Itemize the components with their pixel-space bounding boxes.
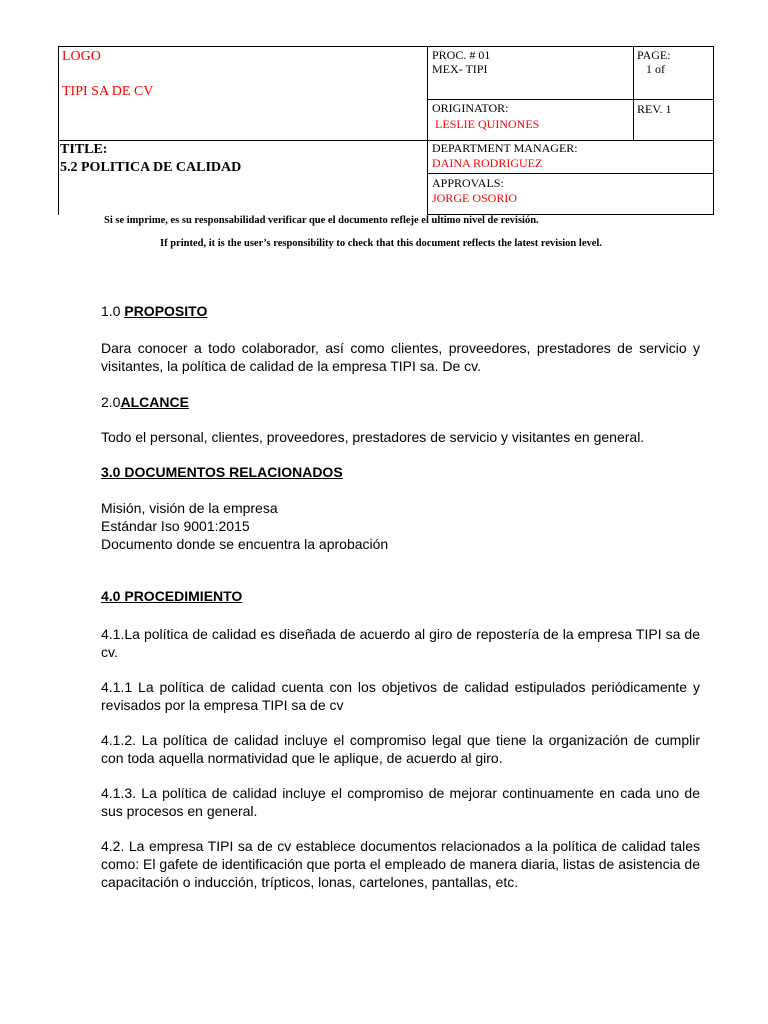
approvals-label: APPROVALS:	[432, 176, 504, 190]
table-divider-row3	[427, 173, 714, 174]
procedure-paragraph-4-2: 4.2. La empresa TIPI sa de cv establece documentos relacionados a la política de calidad tales como: El gafete de identificación que porta el empleado de manera diaria, listas de asistencia de capacitación o inducción, trípticos, lonas, cartelones, pantallas, etc.	[101, 838, 700, 890]
table-border-left	[58, 46, 59, 215]
company-name: TIPI SA DE CV	[62, 84, 154, 99]
procedure-paragraph-4-1-1: 4.1.1 La política de calidad cuenta con los objetivos de calidad estipulados periódicamente y revisados por la empresa TIPI sa de cv	[101, 679, 700, 713]
procedure-paragraph-4-1-2: 4.1.2. La política de calidad incluye el compromiso legal que tiene la organización de cumplir con toda aquella normatividad que le aplique, de acuerdo al giro.	[101, 732, 700, 766]
section-heading-documentos: 3.0 DOCUMENTOS RELACIONADOS	[101, 464, 343, 480]
dept-manager-label: DEPARTMENT MANAGER:	[432, 141, 578, 155]
originator-name: LESLIE QUINONES	[435, 117, 540, 131]
procedure-paragraph-4-1-3: 4.1.3. La política de calidad incluye el compromiso de mejorar continuamente en cada uno de sus procesos en general.	[101, 785, 700, 819]
procedure-paragraph-4-1: 4.1.La política de calidad es diseñada de acuerdo al giro de repostería de la empresa TIPI sa de cv.	[101, 626, 700, 660]
list-item: Documento donde se encuentra la aprobación	[101, 536, 389, 552]
title-label: TITLE:	[60, 142, 108, 157]
table-divider-right	[633, 46, 634, 141]
proc-value: MEX- TIPI	[432, 62, 488, 76]
page-value: 1 of	[646, 62, 665, 76]
table-divider-row1	[427, 99, 714, 100]
section-heading-procedimiento: 4.0 PROCEDIMIENTO	[101, 588, 243, 604]
list-item: Estándar Iso 9001:2015	[101, 518, 250, 534]
approvals-name: JORGE OSORIO	[432, 191, 518, 205]
print-notice-spanish: Si se imprime, es su responsabilidad verificar que el documento refleje el ultimo nivel de revisión.	[104, 215, 539, 226]
document-header-table	[58, 46, 714, 215]
section-heading-proposito	[101, 302, 207, 320]
revision-label: REV. 1	[637, 102, 672, 116]
list-item: Misión, visión de la empresa	[101, 500, 278, 516]
related-documents-list	[101, 499, 700, 553]
section-number: 2.0	[101, 394, 121, 410]
section-title: ALCANCE	[120, 394, 189, 410]
proc-label: PROC. # 01	[432, 48, 491, 62]
print-notice-english: If printed, it is the user’s responsibility to check that this document reflects the latest revision level.	[160, 238, 602, 249]
document-title: 5.2 POLITICA DE CALIDAD	[60, 160, 242, 175]
table-border-top	[58, 46, 714, 47]
page-label: PAGE:	[637, 48, 671, 62]
section-text-alcance: Todo el personal, clientes, proveedores, prestadores de servicio y visitantes en general.	[101, 429, 645, 445]
logo-text: LOGO	[62, 49, 101, 64]
table-divider-row2	[58, 140, 714, 141]
section-text-proposito: Dara conocer a todo colaborador, así como clientes, proveedores, prestadores de servicio y visitantes, la política de calidad de la empresa TIPI sa. De cv.	[101, 340, 700, 374]
originator-label: ORIGINATOR:	[432, 101, 509, 115]
table-divider-middle	[427, 46, 428, 215]
table-border-right	[713, 46, 714, 215]
section-number: 1.0	[101, 303, 125, 319]
dept-manager-name: DAINA RODRIGUEZ	[432, 156, 543, 170]
section-title: PROPOSITO	[124, 303, 208, 319]
section-heading-alcance	[101, 393, 189, 411]
